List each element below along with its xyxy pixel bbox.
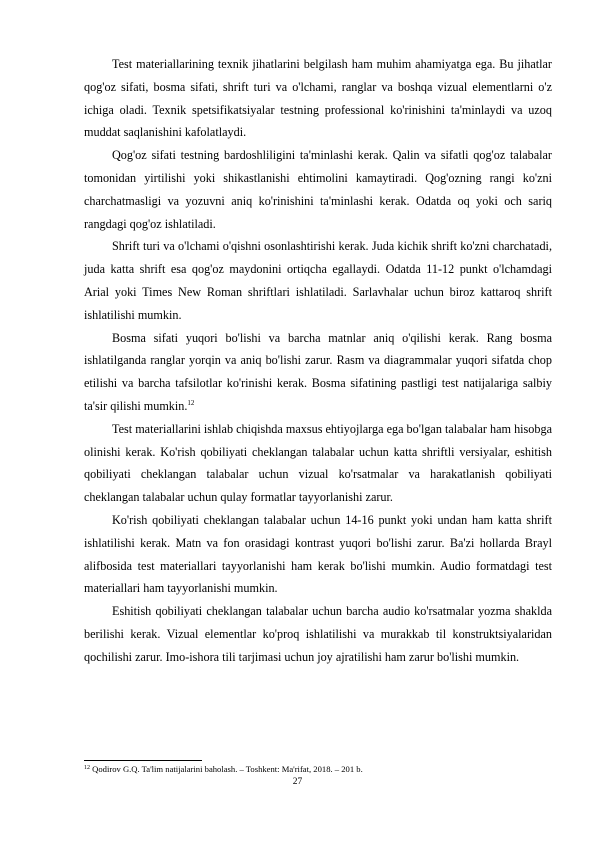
paragraph-font-size: Shrift turi va o'lchami o'qishni osonlashtirishi kerak. Juda kichik shrift ko'zni charchatadi, juda katta shrift esa qog'oz maydonini ortiqcha egallaydi. Odatda 11-12 punkt o'lchamdagi Arial yoki Times New Roman shriftlari ishlatiladi. Sarlavhalar uchun biroz kattaroq shrift ishlatilishi mumkin. (84, 239, 552, 322)
footnote-number: 12 (84, 765, 90, 771)
page-number: 27 (292, 777, 303, 787)
paragraph-paper-quality: Qog'oz sifati testning bardoshliligini ta'minlashi kerak. Qalin va sifatli qog'oz talabalar tomonidan yirtilishi yoki shikastlanishi ehtimolini kamaytiradi. Qog'ozning rangi ko'zni charchatmasligi va yozuvni aniq ko'rinishini ta'minlashi kerak. Odatda oq yoki och sariq rangdagi qog'oz ishlatiladi. (84, 148, 552, 231)
paragraph-visual-impairment: Ko'rish qobiliyati cheklangan talabalar uchun 14-16 punkt yoki undan ham katta shrift ishlatilishi kerak. Matn va fon orasidagi kontrast yuqori bo'lishi zarur. Ba'zi hollarda Brayl alifbosida test materiallari tayyorlanishi ham kerak bo'lishi mumkin. Audio formatdagi test materiallari ham tayyorlanishi mumkin. (84, 512, 552, 596)
paragraph-technical-aspects: Test materiallarining texnik jihatlarini belgilash ham muhim ahamiyatga ega. Bu jihatlar qog'oz sifati, bosma sifati, shrift turi va o'lchami, ranglar va boshqa vizual elementlarni o'z ichiga oladi. Texnik spetsifikatsiyalar testning professional ko'rinishini ta'minlaydi va uzoq muddat saqlanishini kafolatlaydi. (84, 57, 552, 140)
paragraph-special-needs: Test materiallarini ishlab chiqishda maxsus ehtiyojlarga ega bo'lgan talabalar ham hisobga olinishi kerak. Ko'rish qobiliyati cheklangan talabalar uchun katta shriftli versiyalar, eshitish qobiliyati cheklangan talabalar uchun vizual ko'rsatmalar va harakatlanish qobiliyati cheklangan talabalar uchun qulay formatlar tayyorlanishi zarur. (84, 421, 552, 505)
footnote (84, 764, 552, 775)
paragraph-print-quality: Bosma sifati yuqori bo'lishi va barcha matnlar aniq o'qilishi kerak. Rang bosma ishlatilganda ranglar yorqin va aniq bo'lishi zarur. Rasm va diagrammalar yuqori sifatda chop etilishi va barcha tafsilotlar ko'rinishi kerak. Bosma sifatining pastligi test natijalariga salbiy ta'sir qilishi mumkin.$^{12}$ (84, 330, 552, 413)
footnote-separator (84, 760, 202, 761)
body-text (84, 53, 552, 669)
paragraph-hearing-impairment: Eshitish qobiliyati cheklangan talabalar uchun barcha audio ko'rsatmalar yozma shaklda berilishi kerak. Vizual elementlar ko'proq ishlatilishi va murakkab til konstruktsiyalaridan qochilishi zarur. Imo-ishora tili tarjimasi uchun joy ajratilishi ham zarur bo'lishi mumkin. (84, 604, 552, 664)
footnote-reference[interactable]: 12 (187, 398, 195, 407)
footnote-text: Qodirov G.Q. Ta'lim natijalarini baholash. – Toshkent: Ma'rifat, 2018. – 201 b. (92, 764, 363, 774)
